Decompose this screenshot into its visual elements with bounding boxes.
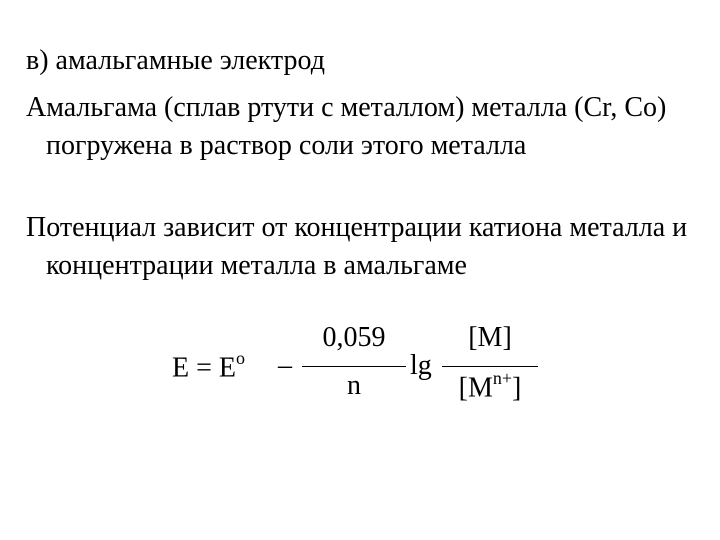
- formula-lhs: [172, 350, 245, 384]
- paragraph-potential-text: Потенциал зависит от концентрации катиона металла и концентрации металла в амальгаме: [26, 212, 688, 281]
- slide-heading: [26, 42, 706, 80]
- paragraph-amalgam-text: Амальгама (сплав ртути с металлом) металла (Cr, Co) погружена в раствор соли этого металла: [26, 92, 667, 161]
- formula-lhs-text: E = E: [172, 352, 236, 384]
- nernst-formula: [172, 318, 552, 418]
- paragraph-amalgam: [26, 89, 706, 165]
- heading-text: в) амальгамные электрод: [26, 45, 325, 76]
- formula-minus: –: [278, 350, 292, 381]
- fraction-coefficient-numerator: 0,059: [322, 322, 386, 353]
- denominator-pre: [M: [458, 372, 493, 404]
- fraction-concentration-denominator: [442, 370, 538, 404]
- formula-log: lg: [410, 350, 432, 381]
- paragraph-potential: [26, 209, 706, 285]
- fraction-concentration-bar: [442, 366, 538, 367]
- formula-lhs-sup: o: [236, 348, 245, 368]
- denominator-sup: n+: [492, 368, 513, 388]
- denominator-post: ]: [512, 372, 522, 404]
- fraction-coefficient-bar: [302, 366, 406, 367]
- fraction-coefficient-denominator: n: [347, 370, 361, 401]
- fraction-concentration-numerator: [M]: [468, 322, 512, 353]
- formula-fraction-coefficient: [302, 318, 406, 408]
- formula-fraction-concentration: [442, 318, 538, 408]
